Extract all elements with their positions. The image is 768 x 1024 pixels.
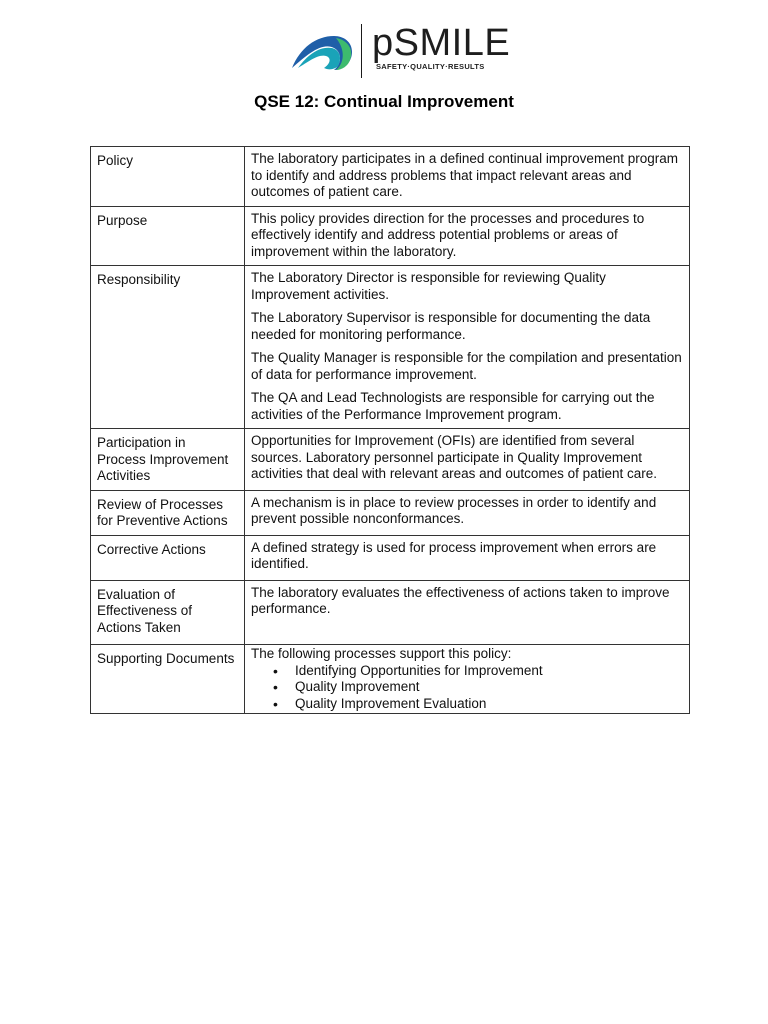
row-content: [245, 580, 690, 645]
row-label: Responsibility: [91, 266, 245, 429]
row-paragraph: The Laboratory Supervisor is responsible for documenting the data needed for monitoring performance.: [251, 310, 651, 342]
row-paragraph: A defined strategy is used for process improvement when errors are identified.: [251, 539, 657, 571]
row-content: [245, 429, 690, 491]
row-content: [245, 206, 690, 266]
table-row: [91, 147, 690, 207]
row-paragraph: The Quality Manager is responsible for the compilation and presentation of data for performance improvement.: [251, 350, 682, 382]
psmile-wave-logo-icon: [290, 28, 354, 72]
table-row: [91, 490, 690, 535]
table-row: [91, 580, 690, 645]
row-paragraph: The laboratory participates in a defined continual improvement program to identify and address problems that impact relevant areas and outcomes of patient care.: [251, 151, 678, 199]
table-row: [91, 645, 690, 714]
row-content: [245, 535, 690, 580]
supporting-documents-list: [251, 663, 683, 713]
list-item: • Quality Improvement Evaluation: [295, 696, 683, 713]
document-title: QSE 12: Continual Improvement: [254, 92, 514, 111]
row-label: Evaluation of Effectiveness of Actions Taken: [91, 580, 245, 645]
table-row: [91, 535, 690, 580]
row-content: [245, 266, 690, 429]
row-label: Purpose: [91, 206, 245, 266]
row-content: [245, 490, 690, 535]
row-label: Policy: [91, 147, 245, 207]
row-paragraph: The Laboratory Director is responsible for reviewing Quality Improvement activities.: [251, 270, 606, 302]
row-content: [245, 645, 690, 714]
table-row: [91, 429, 690, 491]
row-label: Participation in Process Improvement Activities: [91, 429, 245, 491]
table-row: [91, 206, 690, 266]
list-item: • Identifying Opportunities for Improvement: [295, 663, 683, 680]
psmile-logo: [290, 22, 511, 78]
row-paragraph: This policy provides direction for the processes and procedures to effectively identify and address potential problems or areas of improvement within the laboratory.: [251, 210, 645, 259]
logo-brand-name: pSMILE: [372, 22, 511, 64]
row-paragraph: Opportunities for Improvement (OFIs) are identified from several sources. Laboratory personnel participate in Quality Improvement activities that deal with relevant areas and outcomes of patient care.: [251, 433, 657, 481]
list-item: • Quality Improvement: [295, 679, 683, 696]
row-paragraph: A mechanism is in place to review processes in order to identify and prevent possible nonconformances.: [251, 494, 657, 526]
row-label: Supporting Documents: [91, 645, 245, 714]
row-paragraph: The laboratory evaluates the effectiveness of actions taken to improve performance.: [251, 584, 670, 616]
table-row: [91, 266, 690, 429]
row-label: Corrective Actions: [91, 535, 245, 580]
row-paragraph: The QA and Lead Technologists are responsible for carrying out the activities of the Performance Improvement program.: [251, 390, 655, 422]
policy-table: [90, 146, 690, 714]
row-content: [245, 147, 690, 207]
logo-divider: [361, 24, 362, 78]
logo-tagline: SAFETY·QUALITY·RESULTS: [376, 62, 485, 71]
row-intro: The following processes support this policy:: [251, 646, 512, 661]
row-label: Review of Processes for Preventive Actions: [91, 490, 245, 535]
